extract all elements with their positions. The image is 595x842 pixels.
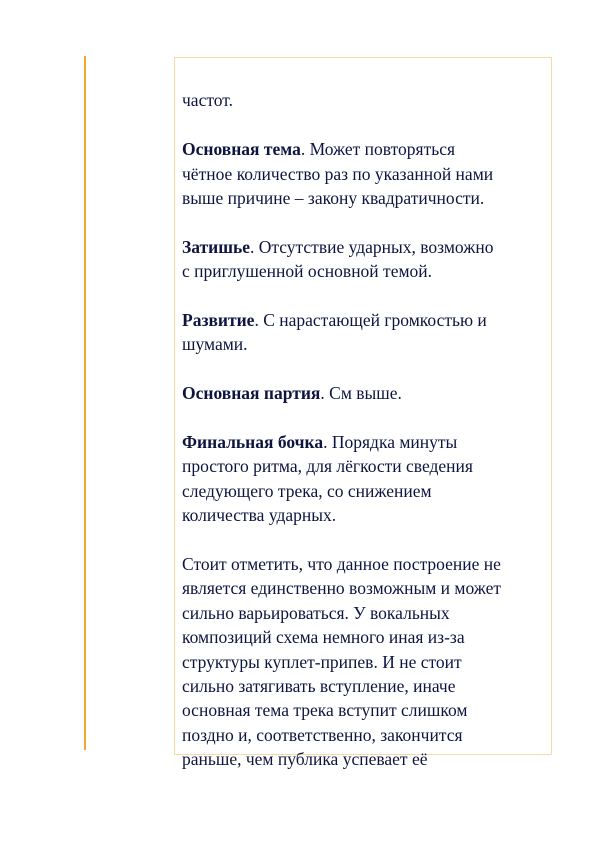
paragraph-main-theme [182, 137, 548, 210]
term-lull: Затишье [182, 236, 251, 257]
term-final-kick: Финальная бочка [182, 432, 324, 453]
paragraph-text: . См выше. [320, 383, 402, 404]
paragraph-development [182, 308, 548, 357]
text-body [182, 64, 548, 772]
paragraph-conclusion [182, 552, 548, 772]
paragraph-text: . Может повторяться чётное количество раз по указанной нами выше причине – закону квадратичности. [182, 139, 494, 209]
paragraph-text: . Отсутствие ударных, возможно с приглушенной основной темой. [182, 236, 494, 282]
paragraph-main-part [182, 381, 548, 405]
term-main-part: Основная партия [182, 383, 321, 404]
term-development: Развитие [182, 310, 255, 331]
paragraph-text: . Порядка минуты простого ритма, для лёгкости сведения следующего трека, со снижением количества ударных. [182, 432, 473, 526]
paragraph-lull [182, 235, 548, 284]
paragraph-continuation [182, 64, 548, 113]
paragraph-text: . С нарастающей громкостью и шумами. [182, 310, 487, 355]
paragraph-final-kick [182, 430, 548, 528]
margin-rule [84, 56, 86, 750]
text-frame [174, 57, 552, 770]
term-main-theme: Основная тема [182, 139, 301, 160]
paragraph-text: частот. [182, 90, 233, 111]
paragraph-text: Стоит отметить, что данное построение не является единственно возможным и может сильно варьироваться. У вокальных композиций схема немного иная из-за структуры куплет-припев. И не стоит сильно затягивать вступление, иначе основная тема трека вступит слишком поздно и, соответственно, закончится раньше, чем публика успевает её [182, 554, 502, 770]
